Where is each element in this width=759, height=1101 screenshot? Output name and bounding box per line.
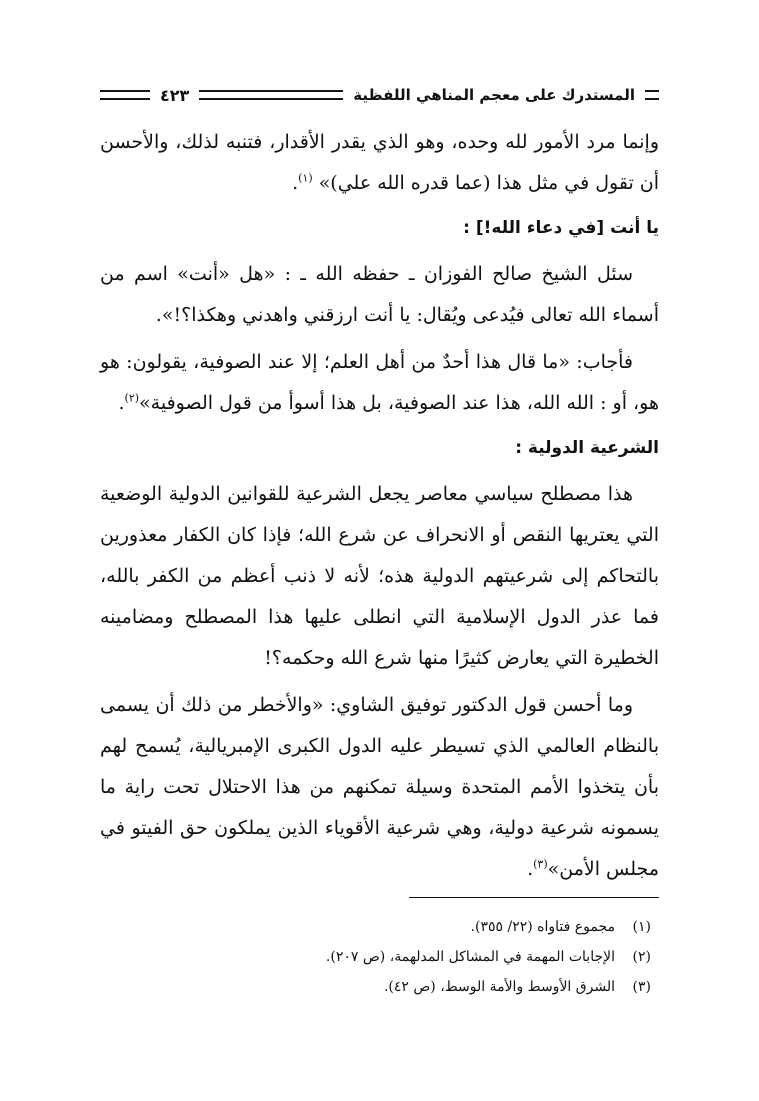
- section-heading: يا أنت [في دعاء الله!] :: [463, 218, 659, 238]
- header-rule-left: [100, 90, 150, 100]
- running-header: [100, 80, 659, 110]
- footnote-number: (١): [632, 919, 651, 935]
- header-rule-right: [645, 90, 659, 100]
- footnote-text: الشرق الأوسط والأمة الوسط، (ص ٤٢).: [383, 979, 615, 995]
- footnote-number: (٢): [632, 949, 651, 965]
- paragraph: وما أحسن قول الدكتور توفيق الشاوي: «والأخطر من ذلك أن يسمى بالنظام العالمي الذي تسيطر عليه الدول الكبرى الإمبريالية، يُسمح لهم بأن يتخذوا الأمم المتحدة وسيلة تمكنهم من هذا الاحتلال تحت راية ما يسمونه شرعية دولية، وهي شرعية الأقوياء الذين يملكون حق الفيتو في مجلس الأمن»$^{(٣)}$.: [100, 694, 659, 880]
- header-title: المستدرك على معجم المناهي اللفظية: [353, 86, 635, 104]
- paragraph: سئل الشيخ صالح الفوزان ـ حفظه الله ـ : «هل «أنت» اسم من أسماء الله تعالى فيُدعى ويُقال: يا أنت ارزقني واهدني وهكذا؟!».: [100, 263, 659, 326]
- footnote-text: الإجابات المهمة في المشاكل المدلهمة، (ص ٢٠٧).: [325, 949, 615, 965]
- footnote: [100, 942, 651, 972]
- paragraph: فأجاب: «ما قال هذا أحدٌ من أهل العلم؛ إلا عند الصوفية، يقولون: هو هو، أو : الله الله، هذا عند الصوفية، بل هذا أسوأ من قول الصوفية»$^{(٢)}$.: [100, 351, 659, 414]
- footnote-number: (٣): [632, 979, 651, 995]
- page-number: ٤٢٣: [160, 85, 190, 105]
- paragraph-text: وما أحسن قول الدكتور توفيق الشاوي: «والأخطر من ذلك أن يسمى بالنظام العالمي الذي تسيطر عليه الدول الكبرى الإمبريالية، يُسمح لهم بأن يتخذوا الأمم المتحدة وسيلة تمكنهم من هذا الاحتلال تحت راية ما يسمونه شرعية دولية، وهي شرعية الأقوياء الذين يملكون حق الفيتو في مجلس الأمن»: [100, 694, 659, 880]
- footnote-ref: (١): [298, 171, 313, 185]
- main-text: [100, 122, 659, 896]
- paragraph-text: فأجاب: «ما قال هذا أحدٌ من أهل العلم؛ إلا عند الصوفية، يقولون: هو هو، أو : الله الله، هذا عند الصوفية، بل هذا أسوأ من قول الصوفية»: [100, 351, 659, 414]
- footnote: [100, 972, 651, 1002]
- footnote-ref: (٣): [533, 857, 548, 871]
- paragraph-text: سئل الشيخ صالح الفوزان ـ حفظه الله ـ : «هل «أنت» اسم من أسماء الله تعالى فيُدعى ويُقال: يا أنت ارزقني واهدني وهكذا؟!»: [100, 263, 659, 326]
- header-rule-middle: [199, 90, 343, 100]
- section-heading: الشرعية الدولية :: [515, 438, 659, 458]
- footnote-ref: (٢): [124, 391, 140, 405]
- paragraph: وإنما مرد الأمور لله وحده، وهو الذي يقدر الأقدار، فتنبه لذلك، والأحسن أن تقول في مثل هذا (عما قدره الله علي)» $^{(١)}$.: [100, 131, 659, 194]
- paragraph-text: وإنما مرد الأمور لله وحده، وهو الذي يقدر الأقدار، فتنبه لذلك، والأحسن أن تقول في مثل هذا (عما قدره الله علي)»: [100, 131, 659, 194]
- footnote: [100, 912, 651, 942]
- paragraph: [100, 474, 659, 679]
- footnote-separator: [409, 897, 659, 898]
- paragraph-text: هذا مصطلح سياسي معاصر يجعل الشرعية للقوانين الدولية الوضعية التي يعتريها النقص أو الانحراف عن شرع الله؛ فإذا كان الكفار معذورين بالتحاكم إلى شرعيتهم الدولية هذه؛ لأنه لا ذنب أعظم من الكفر بالله، فما عذر الدول الإسلامية التي انطلى عليها هذا المصطلح ومضامينه الخطيرة التي يعارض كثيرًا منها شرع الله وحكمه؟!: [100, 483, 659, 669]
- footnotes: [100, 912, 651, 1002]
- footnote-text: مجموع فتاواه (٢٢/ ٣٥٥).: [470, 919, 615, 935]
